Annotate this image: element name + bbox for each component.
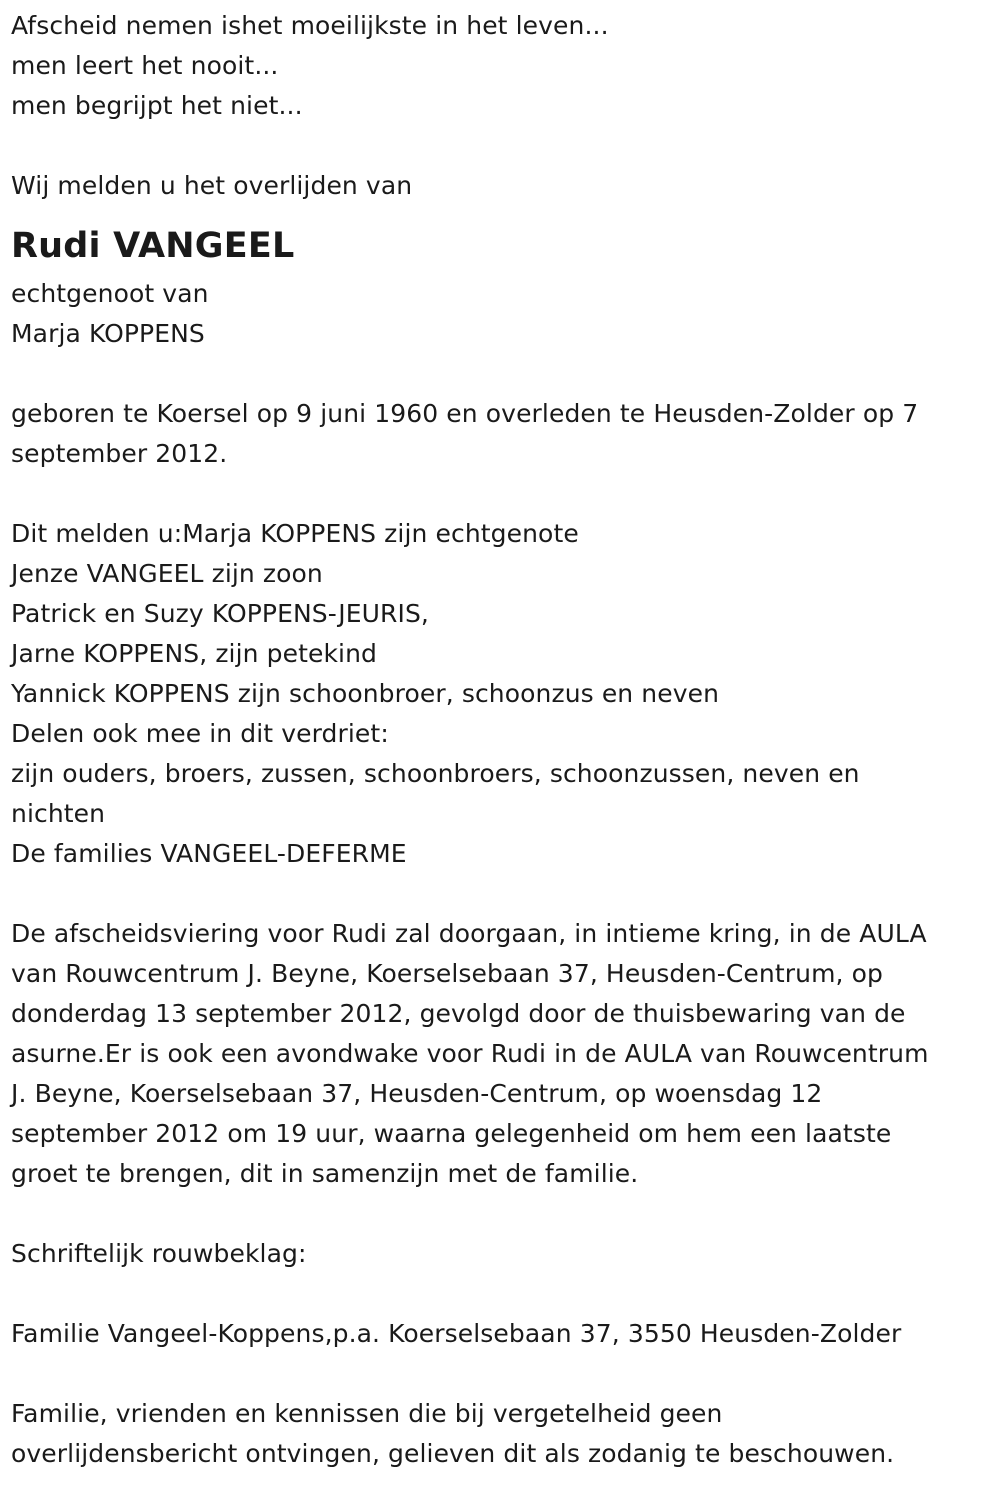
mourners-list bbox=[11, 514, 991, 874]
birth-death-paragraph bbox=[11, 394, 991, 474]
paragraph-line: overlijdensbericht ontvingen, gelieven dit als zodanig te beschouwen. bbox=[11, 1439, 895, 1468]
mourner-line: Yannick KOPPENS zijn schoonbroer, schoonzus en neven bbox=[11, 679, 720, 708]
condolence-address: Familie Vangeel-Koppens,p.a. Koerselsebaan 37, 3550 Heusden-Zolder bbox=[11, 1319, 902, 1348]
spacer bbox=[11, 474, 991, 514]
deceased-relation bbox=[11, 274, 991, 354]
spacer bbox=[11, 1354, 991, 1394]
poem-line: men begrijpt het niet... bbox=[11, 91, 303, 120]
obituary-document bbox=[11, 6, 991, 1474]
paragraph-line: De afscheidsviering voor Rudi zal doorgaan, in intieme kring, in de AULA bbox=[11, 919, 927, 948]
paragraph-line: geboren te Koersel op 9 juni 1960 en overleden te Heusden-Zolder op 7 bbox=[11, 399, 919, 428]
relation-line: Marja KOPPENS bbox=[11, 319, 205, 348]
spacer bbox=[11, 1194, 991, 1234]
poem-line: men leert het nooit... bbox=[11, 51, 279, 80]
paragraph-line: september 2012. bbox=[11, 439, 228, 468]
mourner-line: Delen ook mee in dit verdriet: bbox=[11, 719, 389, 748]
paragraph-line: groet te brengen, dit in samenzijn met de familie. bbox=[11, 1159, 639, 1188]
announcement-intro: Wij melden u het overlijden van bbox=[11, 171, 413, 200]
ceremony-paragraph bbox=[11, 914, 991, 1194]
mourner-line: zijn ouders, broers, zussen, schoonbroers, schoonzussen, neven en bbox=[11, 759, 860, 788]
mourner-line: Patrick en Suzy KOPPENS-JEURIS, bbox=[11, 599, 429, 628]
closing-paragraph bbox=[11, 1394, 991, 1474]
mourner-line: nichten bbox=[11, 799, 106, 828]
mourner-line: Dit melden u:Marja KOPPENS zijn echtgenote bbox=[11, 519, 579, 548]
poem-line: Afscheid nemen ishet moeilijkste in het leven... bbox=[11, 11, 609, 40]
spacer bbox=[11, 354, 991, 394]
paragraph-line: september 2012 om 19 uur, waarna gelegenheid om hem een laatste bbox=[11, 1119, 892, 1148]
paragraph-line: asurne.Er is ook een avondwake voor Rudi in de AULA van Rouwcentrum bbox=[11, 1039, 929, 1068]
condolence-heading: Schriftelijk rouwbeklag: bbox=[11, 1239, 307, 1268]
deceased-name: Rudi VANGEEL bbox=[11, 226, 295, 266]
paragraph-line: Familie, vrienden en kennissen die bij vergetelheid geen bbox=[11, 1399, 723, 1428]
mourner-line: De families VANGEEL-DEFERME bbox=[11, 839, 407, 868]
mourner-line: Jarne KOPPENS, zijn petekind bbox=[11, 639, 377, 668]
paragraph-line: J. Beyne, Koerselsebaan 37, Heusden-Centrum, op woensdag 12 bbox=[11, 1079, 823, 1108]
paragraph-line: van Rouwcentrum J. Beyne, Koerselsebaan 37, Heusden-Centrum, op bbox=[11, 959, 883, 988]
paragraph-line: donderdag 13 september 2012, gevolgd door de thuisbewaring van de bbox=[11, 999, 906, 1028]
poem bbox=[11, 6, 991, 126]
spacer bbox=[11, 1274, 991, 1314]
relation-line: echtgenoot van bbox=[11, 279, 209, 308]
spacer bbox=[11, 126, 991, 166]
mourner-line: Jenze VANGEEL zijn zoon bbox=[11, 559, 323, 588]
spacer bbox=[11, 874, 991, 914]
